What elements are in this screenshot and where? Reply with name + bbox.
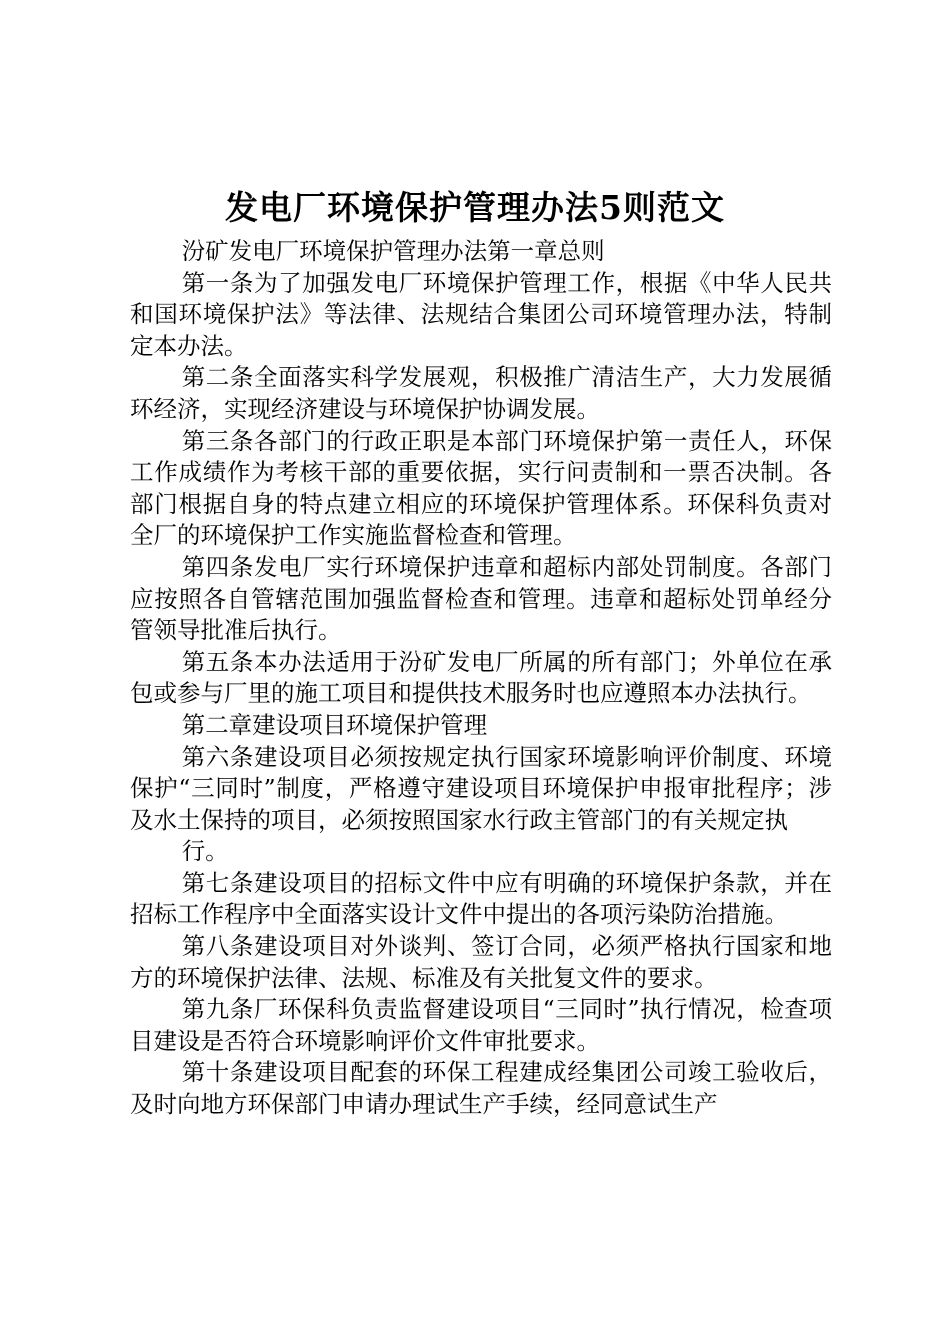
paragraph: 行。: [181, 837, 229, 866]
document-body: [130, 236, 832, 1121]
paragraph: 第九条厂环保科负责监督建设项目“三同时”执行情况，检查项目建设是否符合环境影响评价文件审批要求。: [130, 995, 832, 1055]
paragraph: 第五条本办法适用于汾矿发电厂所属的所有部门；外单位在承包或参与厂里的施工项目和提供技术服务时也应遵照本办法执行。: [130, 647, 832, 708]
paragraph: 第十条建设项目配套的环保工程建成经集团公司竣工验收后，及时向地方环保部门申请办理试生产手续，经同意试生产: [130, 1058, 832, 1119]
paragraph: 第一条为了加强发电厂环境保护管理工作，根据《中华人民共和国环境保护法》等法律、法规结合集团公司环境管理办法，特制定本办法。: [130, 268, 832, 360]
paragraph: 第八条建设项目对外谈判、签订合同，必须严格执行国家和地方的环境保护法律、法规、标准及有关批复文件的要求。: [130, 932, 832, 992]
document-title: 发电厂环境保护管理办法5则范文: [225, 188, 725, 227]
paragraph: 汾矿发电厂环境保护管理办法第一章总则: [181, 237, 605, 265]
paragraph: 第二章建设项目环境保护管理: [181, 710, 488, 739]
paragraph: 第七条建设项目的招标文件中应有明确的环境保护条款，并在招标工作程序中全面落实设计文件中提出的各项污染防治措施。: [130, 868, 832, 929]
paragraph: 第四条发电厂实行环境保护违章和超标内部处罚制度。各部门应按照各自管辖范围加强监督检查和管理。违章和超标处罚单经分管领导批准后执行。: [130, 552, 832, 645]
paragraph: 第六条建设项目必须按规定执行国家环境影响评价制度、环境保护“三同时”制度，严格遵守建设项目环境保护申报审批程序；涉及水土保持的项目，必须按照国家水行政主管部门的有关规定执: [130, 742, 832, 834]
paragraph: 第三条各部门的行政正职是本部门环境保护第一责任人，环保工作成绩作为考核干部的重要依据，实行问责制和一票否决制。各部门根据自身的特点建立相应的环境保护管理体系。环保科负责对全厂的环境保护工作实施监督检查和管理。: [130, 426, 832, 550]
paragraph: 第二条全面落实科学发展观，积极推广清洁生产，大力发展循环经济，实现经济建设与环境保护协调发展。: [130, 363, 832, 423]
